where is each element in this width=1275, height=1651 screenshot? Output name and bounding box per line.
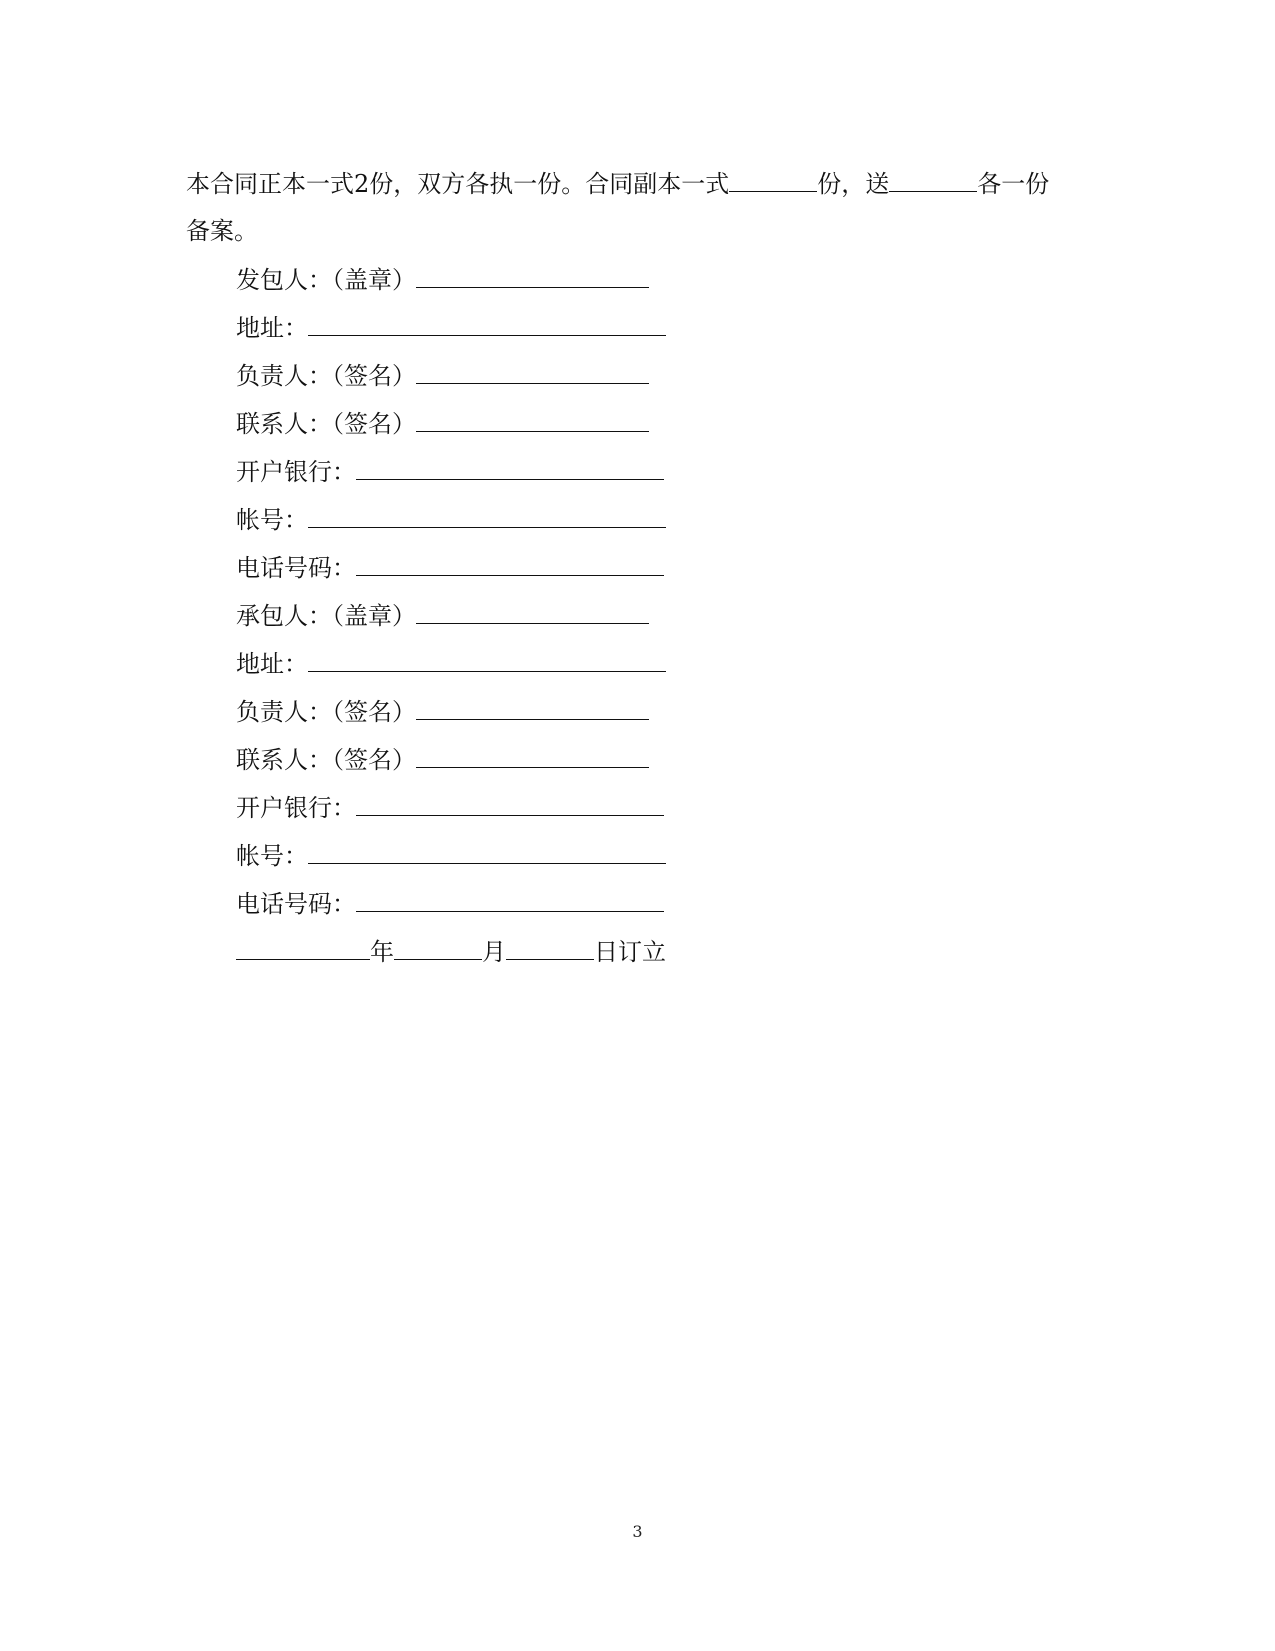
field-blank xyxy=(308,315,666,336)
copies-text-2: 份，送 xyxy=(817,170,890,198)
year-label: 年 xyxy=(370,938,394,966)
employer-bank-line xyxy=(236,459,664,484)
field-label: 电话号码： xyxy=(236,890,356,918)
contractor-principal-line xyxy=(236,699,649,724)
month-blank xyxy=(394,939,482,960)
field-blank xyxy=(356,459,664,480)
field-label: 发包人：（盖章） xyxy=(236,266,416,294)
field-label: 开户银行： xyxy=(236,458,356,486)
field-blank xyxy=(356,555,664,576)
employer-phone-line xyxy=(236,555,664,580)
field-blank xyxy=(356,891,664,912)
field-blank xyxy=(416,603,649,624)
employer-contact-line xyxy=(236,411,649,436)
field-blank xyxy=(416,267,649,288)
field-label: 地址： xyxy=(236,650,308,678)
field-blank xyxy=(416,747,649,768)
field-label: 开户银行： xyxy=(236,794,356,822)
employer-principal-line xyxy=(236,363,649,388)
month-label: 月 xyxy=(482,938,506,966)
copies-text-4: 备案。 xyxy=(186,217,258,245)
employer-account-line xyxy=(236,507,666,532)
field-label: 联系人：（签名） xyxy=(236,746,416,774)
copies-paragraph-line1 xyxy=(186,171,1049,196)
page-number: 3 xyxy=(632,1522,643,1541)
field-label: 负责人：（签名） xyxy=(236,698,416,726)
year-blank xyxy=(236,939,370,960)
field-label: 地址： xyxy=(236,314,308,342)
field-label: 负责人：（签名） xyxy=(236,362,416,390)
field-blank xyxy=(308,651,666,672)
field-blank xyxy=(416,363,649,384)
copies-paragraph-line2 xyxy=(186,219,258,243)
field-blank xyxy=(416,411,649,432)
copies-text-1: 本合同正本一式2份，双方各执一份。合同副本一式 xyxy=(186,170,730,198)
contractor-contact-line xyxy=(236,747,649,772)
copies-text-3: 各一份 xyxy=(977,170,1050,198)
employer-seal-line xyxy=(236,267,649,292)
date-line xyxy=(236,939,666,964)
field-blank xyxy=(356,795,664,816)
contractor-address-line xyxy=(236,651,666,676)
employer-address-line xyxy=(236,315,666,340)
field-label: 帐号： xyxy=(236,506,308,534)
field-label: 电话号码： xyxy=(236,554,356,582)
field-label: 帐号： xyxy=(236,842,308,870)
contractor-seal-line xyxy=(236,603,649,628)
field-label: 承包人：（盖章） xyxy=(236,602,416,630)
copies-count-blank xyxy=(729,171,817,192)
contractor-bank-line xyxy=(236,795,664,820)
field-blank xyxy=(308,507,666,528)
day-label: 日订立 xyxy=(594,938,666,966)
field-blank xyxy=(308,843,666,864)
contractor-phone-line xyxy=(236,891,664,916)
day-blank xyxy=(506,939,594,960)
field-blank xyxy=(416,699,649,720)
field-label: 联系人：（签名） xyxy=(236,410,416,438)
contractor-account-line xyxy=(236,843,666,868)
filing-authority-blank xyxy=(889,171,977,192)
